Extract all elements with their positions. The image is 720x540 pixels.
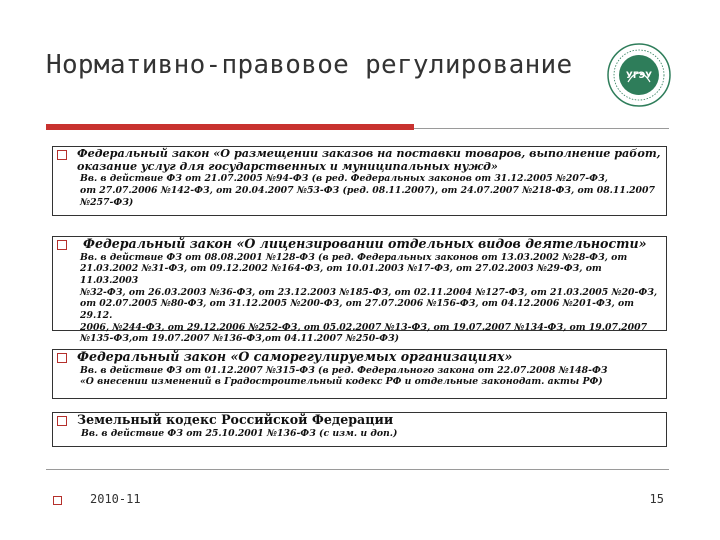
law-details xyxy=(53,173,666,208)
header-accent-bar xyxy=(46,124,414,130)
law-heading xyxy=(53,350,666,365)
law-box-self-regulating xyxy=(52,349,667,399)
law-details-line: 2006, №244-ФЗ, от 29.12.2006 №252-ФЗ, от 05.02.2007 №13-ФЗ, от 19.07.2007 №134-ФЗ, от 19.07.2007 xyxy=(80,321,648,333)
law-box-land-code xyxy=(52,412,667,447)
law-heading xyxy=(53,237,666,252)
law-details-line: Вв. в действие ФЗ от 08.08.2001 №128-ФЗ (в ред. Федеральных законов от 13.03.2002 №28-ФЗ, от xyxy=(80,251,628,263)
square-bullet-icon xyxy=(57,416,67,426)
university-logo xyxy=(606,42,672,108)
law-details-line: от 27.07.2006 №142-ФЗ, от 20.04.2007 №53-ФЗ (ред. 08.11.2007), от 24.07.2007 №218-ФЗ, от 08.11.2007 xyxy=(80,185,655,197)
footer-square-bullet-icon xyxy=(53,496,62,505)
law-details-line: «О внесении изменений в Градостроительный кодекс РФ и отдельные законодат. акты РФ) xyxy=(80,376,603,388)
law-details xyxy=(53,252,666,345)
law-details-line: 21.03.2002 №31-ФЗ, от 09.12.2002 №164-ФЗ, от 10.01.2003 №17-ФЗ, от 27.02.2003 №29-ФЗ, от 11.03.2003 xyxy=(80,263,602,287)
law-details-line: Вв. в действие ФЗ от 01.12.2007 №315-ФЗ (в ред. Федерального закона от 22.07.2008 №148-ФЗ xyxy=(80,364,608,376)
law-details-line: №257-ФЗ) xyxy=(80,196,134,208)
footer-date: 2010-11 xyxy=(90,492,141,506)
law-heading-line: оказание услуг для государственных и муниципальных нужд» xyxy=(77,159,498,174)
page-number: 15 xyxy=(649,492,664,506)
law-details-line: от 02.07.2005 №80-ФЗ, от 31.12.2005 №200-ФЗ, от 27.07.2006 №156-ФЗ, от 04.12.2006 №201-ФЗ, от 29.12. xyxy=(80,298,634,321)
law-details-line: №135-ФЗ,от 19.07.2007 №136-ФЗ,от 04.11.2007 №250-ФЗ) xyxy=(80,333,400,345)
law-details-line: №32-ФЗ, от 26.03.2003 №36-ФЗ, от 23.12.2003 №185-ФЗ, от 02.11.2004 №127-ФЗ, от 21.03.2005 №20-ФЗ, xyxy=(80,286,658,298)
law-details xyxy=(53,365,666,388)
law-details xyxy=(53,428,666,440)
law-heading xyxy=(53,413,666,428)
footer-divider xyxy=(46,469,669,470)
law-heading-line: Федеральный закон «О саморегулируемых организациях» xyxy=(77,349,513,364)
law-heading-line: Федеральный закон «О размещении заказов на поставки товаров, выполнение работ, xyxy=(77,146,661,160)
law-box-licensing xyxy=(52,236,667,345)
law-heading-line: Земельный кодекс Российской Федерации xyxy=(77,412,394,427)
square-bullet-icon xyxy=(57,353,67,363)
law-details-line: Вв. в действие ФЗ от 21.07.2005 №94-ФЗ (в ред. Федеральных законов от 31.12.2005 №207-ФЗ, xyxy=(80,173,608,185)
logo-monogram: УГЭУ xyxy=(625,71,653,81)
law-heading-line: Федеральный закон «О лицензировании отдельных видов деятельности» xyxy=(83,236,647,251)
square-bullet-icon xyxy=(57,150,67,160)
law-box-procurement xyxy=(52,146,667,216)
law-details-line: Вв. в действие ФЗ от 25.10.2001 №136-ФЗ (с изм. и доп.) xyxy=(81,427,398,439)
slide-title: Нормативно-правовое регулирование xyxy=(46,50,573,80)
square-bullet-icon xyxy=(57,240,67,250)
law-heading xyxy=(53,147,666,173)
